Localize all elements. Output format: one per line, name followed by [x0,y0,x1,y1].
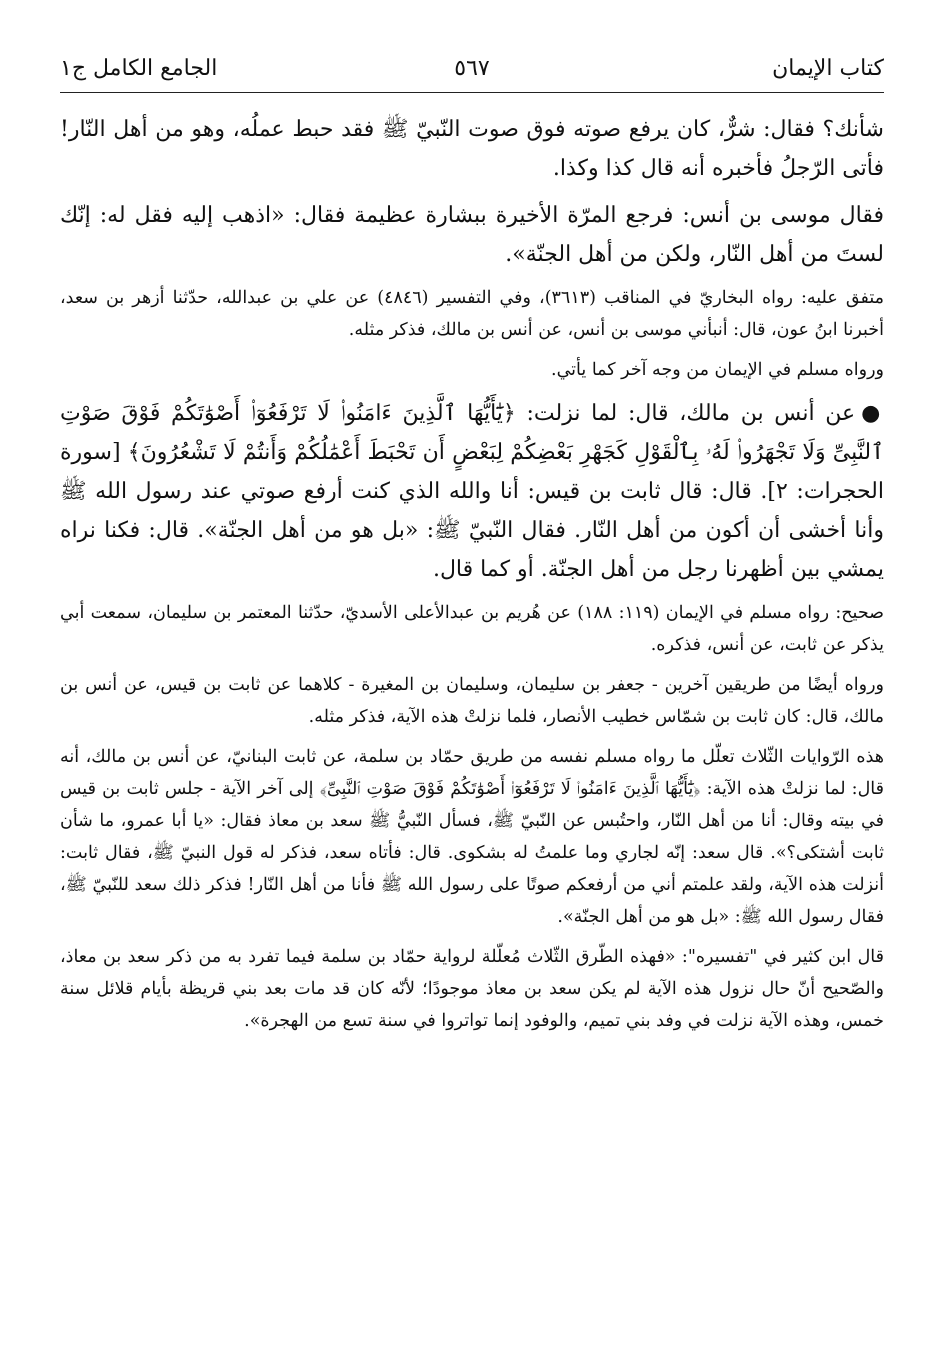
hadith-text: عن أنس بن مالك، قال: لما نزلت: ﴿يَٰٓأَيُّهَا ٱلَّذِينَ ءَامَنُوا۟ لَا تَرْفَعُوٓا۟ أَصْوَٰتَكُمْ فَوْقَ صَوْتِ ٱلنَّبِىِّ وَلَا تَجْهَرُوا۟ لَهُۥ بِٱلْقَوْلِ كَجَهْرِ بَعْضِكُمْ لِبَعْضٍ أَن تَحْبَطَ أَعْمَٰلُكُمْ وَأَنتُمْ لَا تَشْعُرُونَ﴾ [سورة الحجرات: ٢]. قال: قال ثابت بن قيس: أنا والله الذي كنت أرفع صوتي عند رسول الله ﷺ وأنا أخشى أن أكون من أهل النّار. فقال النّبيّ ﷺ: «بل هو من أهل الجنّة». قال: فكنا نراه يمشي بين أظهرنا رجل من أهل الجنّة. أو كما قال. [60,401,884,582]
hadith-paragraph [60,394,884,589]
page-header [60,50,884,92]
commentary-paragraph: قال ابن كثير في "تفسيره": «فهذه الطّرق الثّلاث مُعلّلة لرواية حمّاد بن سلمة فيما تفرد به من ذكر سعد بن معاذ، والصّحيح أنّ حال نزول هذه الآية لم يكن سعد بن معاذ موجودًا؛ لأنّه كان قد مات بعد بني قريظة بأيام قلائل سنة خمس، وهذه الآية نزلت في وفد بني تميم، والوفود إنما تواتروا في سنة تسع من الهجرة». [60,947,884,1031]
book-page [60,50,884,1045]
takhrij-paragraph: ورواه أيضًا من طريقين آخرين - جعفر بن سليمان، وسليمان بن المغيرة - كلاهما عن ثابت بن قيس، عن أنس بن مالك، قال: كان ثابت بن شمّاس خطيب الأنصار، فلما نزلتْ هذه الآية، فذكر مثله. [60,675,884,727]
hadith-text-paragraph: فقال موسى بن أنس: فرجع المرّة الأخيرة ببشارة عظيمة فقال: «اذهب إليه فقل له: إنّك لستَ من أهل النّار، ولكن من أهل الجنّة». [60,203,884,267]
takhrij-paragraph: ورواه مسلم في الإيمان من وجه آخر كما يأتي. [551,360,884,380]
header-rule [60,92,884,93]
book-title: الجامع الكامل ج١ [60,56,218,81]
takhrij-paragraph: متفق عليه: رواه البخاريّ في المناقب (٣٦١٣)، وفي التفسير (٤٨٤٦) عن علي بن عبدالله، حدّثنا أزهر بن سعد، أخبرنا ابنُ عون، قال: أنبأني موسى بن أنس، عن أنس بن مالك، فذكر مثله. [60,288,884,340]
page-number: ٥٦٧ [454,56,490,81]
page-content [60,110,884,1037]
commentary-paragraph: هذه الرّوايات الثّلاث تعلّل ما رواه مسلم نفسه من طريق حمّاد بن سلمة، عن ثابت البنانيّ، عن أنس بن مالك، أنه قال: لما نزلتْ هذه الآية: ﴿يَٰٓأَيُّهَا ٱلَّذِينَ ءَامَنُوا۟ لَا تَرْفَعُوٓا۟ أَصْوَٰتَكُمْ فَوْقَ صَوْتِ ٱلنَّبِىِّ﴾ إلى آخر الآية - جلس ثابت بن قيس في بيته وقال: أنا من أهل النّار، واحتُبس عن النّبيّ ﷺ، فسأل النّبيُّ ﷺ سعد بن معاذ فقال: «يا أبا عمرو، ما شأن ثابت أشتكى؟». قال سعد: إنّه لجاري وما علمتُ له بشكوى. قال: فأتاه سعد، فذكر له قول النبيّ ﷺ، فقال ثابت: أنزلت هذه الآية، ولقد علمتم أني من أرفعكم صوتًا على رسول الله ﷺ فأنا من أهل النّار! فذكر ذلك سعد للنّبيّ ﷺ، فقال رسول الله ﷺ: «بل هو من أهل الجنّة». [60,747,884,927]
hadith-text-paragraph: شأنك؟ فقال: شرٌّ، كان يرفع صوته فوق صوت النّبيّ ﷺ فقد حبط عملُه، وهو من أهل النّار! فأتى الرّجلُ فأخبره أنه قال كذا وكذا. [60,117,884,181]
chapter-title: كتاب الإيمان [772,56,884,81]
bullet-icon: ● [861,400,884,426]
takhrij-paragraph: صحيح: رواه مسلم في الإيمان (١١٩: ١٨٨) عن هُريم بن عبدالأعلى الأسديّ، حدّثنا المعتمر بن سليمان، سمعت أبي يذكر عن ثابت، عن أنس، فذكره. [60,603,884,655]
